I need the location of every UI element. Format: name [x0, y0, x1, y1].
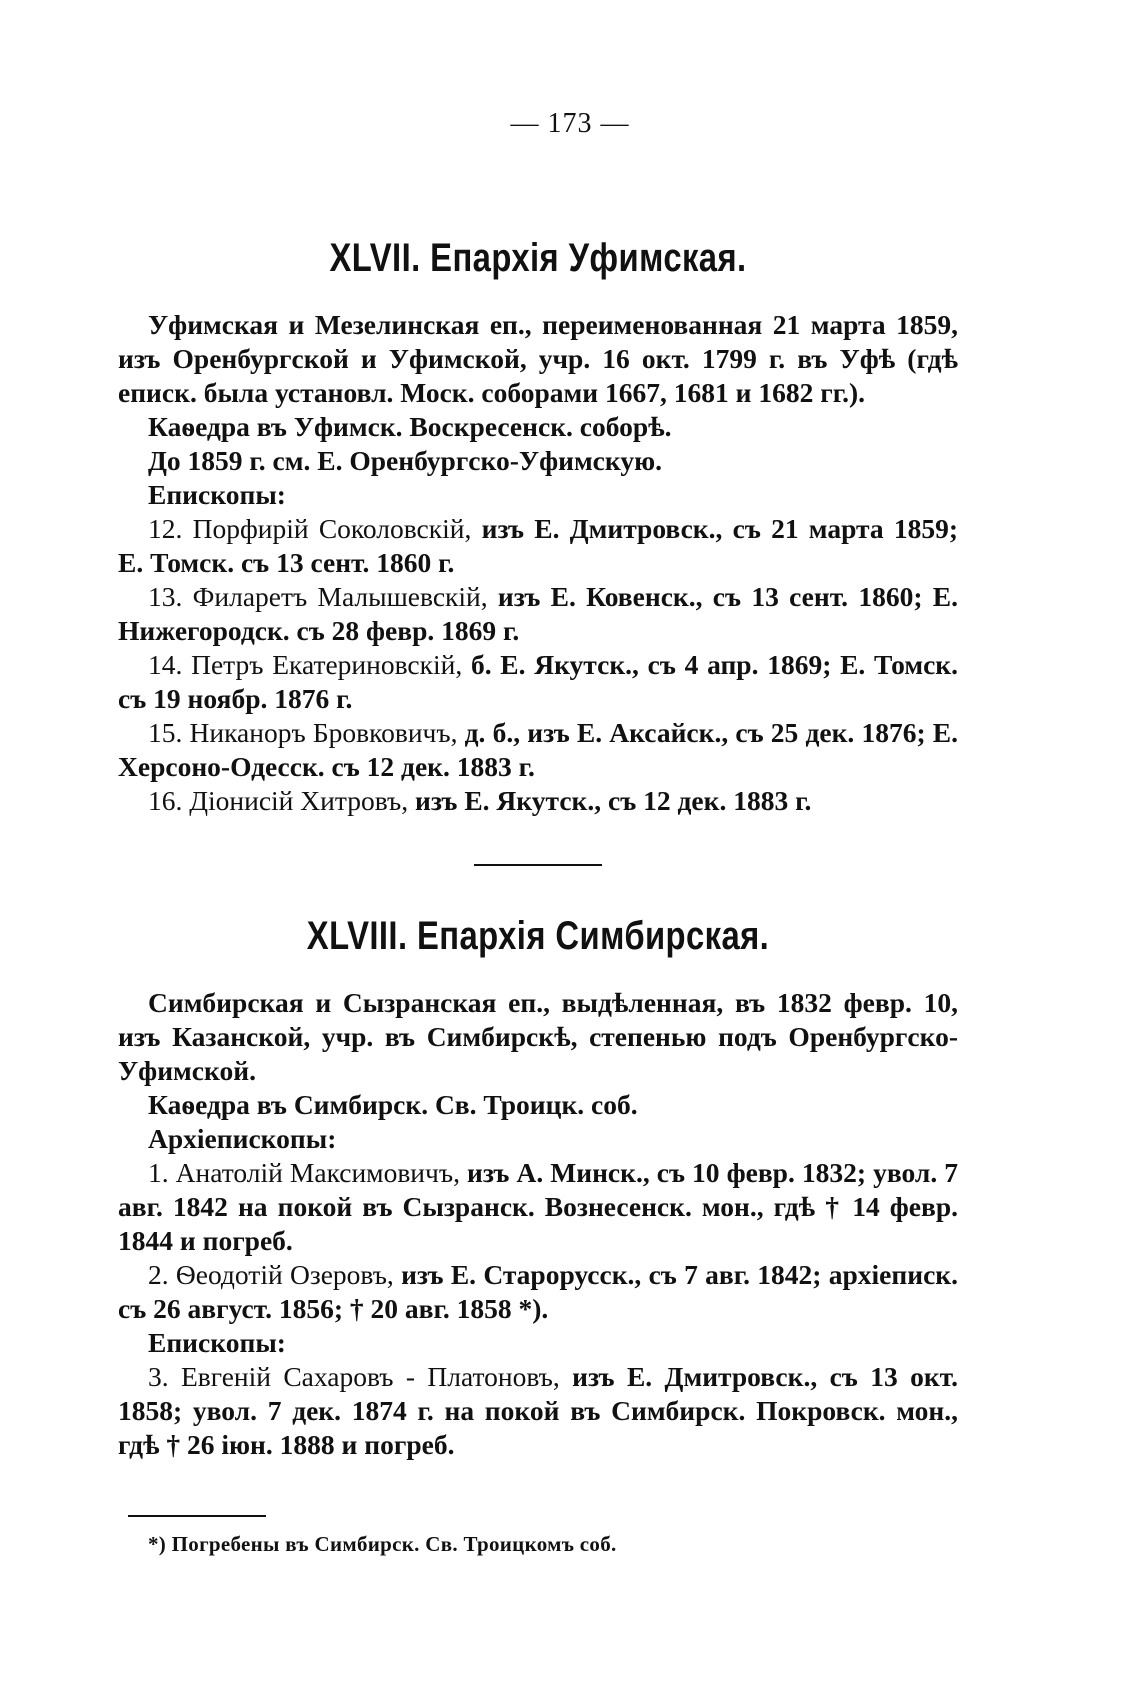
- page-content: [118, 230, 958, 1462]
- bishop-name: 16. Діонисій Хитровъ,: [148, 785, 409, 816]
- footnote-rule: [128, 1515, 266, 1517]
- see-also-line: До 1859 г. см. Е. Оренбургско-Уфимскую.: [148, 445, 662, 476]
- bishop-details: изъ А. Минск., съ 10 февр. 1832; увол. 7 авг. 1842 на покой въ Сызранск. Вознесенск. мон., гдѣ † 14 февр. 1844 и погреб.: [118, 1157, 958, 1256]
- page-number: — 173 —: [510, 108, 630, 139]
- bishop-name: 14. Петръ Екатериновскій,: [148, 649, 463, 680]
- list-item: [118, 580, 958, 648]
- list-item: [118, 716, 958, 784]
- bishop-details: изъ Е. Дмитровск., съ 21 марта 1859; Е. Томск. съ 13 сент. 1860 г.: [118, 513, 959, 578]
- list-item: [118, 1360, 958, 1462]
- section-title: XLVIII. Епархія Симбирская.: [306, 914, 770, 958]
- bishop-name: 3. Евгеній Сахаровъ - Платоновъ,: [148, 1361, 560, 1392]
- list-item: [118, 1156, 958, 1258]
- bishop-details: изъ Е. Ковенск., съ 13 сент. 1860; Е. Нижегородск. съ 28 февр. 1869 г.: [118, 581, 958, 646]
- list-heading: Архіепископы:: [148, 1123, 337, 1154]
- bishop-details: б. Е. Якутск., съ 4 апр. 1869; Е. Томск. съ 19 ноябр. 1876 г.: [118, 649, 958, 714]
- cathedra-line: Каѳедра въ Уфимск. Воскресенск. соборѣ.: [148, 411, 672, 442]
- section-divider: [474, 864, 602, 866]
- cathedra-line: Каѳедра въ Симбирск. Св. Троицк. соб.: [148, 1089, 638, 1120]
- list-heading: Епископы:: [148, 479, 286, 510]
- bishop-name: 12. Порфирій Соколовскій,: [148, 513, 472, 544]
- list-item: [118, 1258, 958, 1326]
- bishop-name: 1. Анатолій Максимовичъ,: [148, 1157, 460, 1188]
- bishop-details: изъ Е. Старорусск., съ 7 авг. 1842; архіеписк. съ 26 август. 1856; † 20 авг. 1858 *).: [118, 1259, 958, 1324]
- bishop-details: изъ Е. Дмитровск., съ 13 окт. 1858; увол. 7 дек. 1874 г. на покой въ Симбирск. Покровск. мон., гдѣ † 26 іюн. 1888 и погреб.: [118, 1361, 958, 1460]
- footnote: *) Погребены въ Симбирск. Св. Троицкомъ соб.: [148, 1532, 617, 1556]
- list-item: [118, 512, 958, 580]
- bishop-name: 13. Филаретъ Малышевскій,: [148, 581, 488, 612]
- bishop-name: 15. Никаноръ Бровковичъ,: [148, 717, 458, 748]
- list-item: [118, 648, 958, 716]
- bishop-details: изъ Е. Якутск., съ 12 дек. 1883 г.: [408, 785, 812, 816]
- section-intro: Симбирская и Сызранская еп., выдѣленная, въ 1832 февр. 10, изъ Казанской, учр. въ Симбирскѣ, степенью подъ Оренбургско-Уфимской.: [118, 987, 958, 1086]
- section-simbirsk: [118, 908, 958, 1462]
- bishop-name: 2. Ѳеодотій Озеровъ,: [148, 1259, 394, 1290]
- list-heading-bishops: Епископы:: [148, 1327, 286, 1358]
- list-item: [118, 784, 958, 818]
- section-title: XLVII. Епархія Уфимская.: [329, 236, 747, 280]
- section-intro: Уфимская и Мезелинская еп., переименованная 21 марта 1859, изъ Оренбургской и Уфимской, учр. 16 окт. 1799 г. въ Уфѣ (гдѣ еписк. была установл. Моск. соборами 1667, 1681 и 1682 гг.).: [118, 309, 958, 408]
- section-ufa: [118, 230, 958, 818]
- bishop-details: д. б., изъ Е. Аксайск., съ 25 дек. 1876; Е. Херсоно-Одесск. съ 12 дек. 1883 г.: [118, 717, 958, 782]
